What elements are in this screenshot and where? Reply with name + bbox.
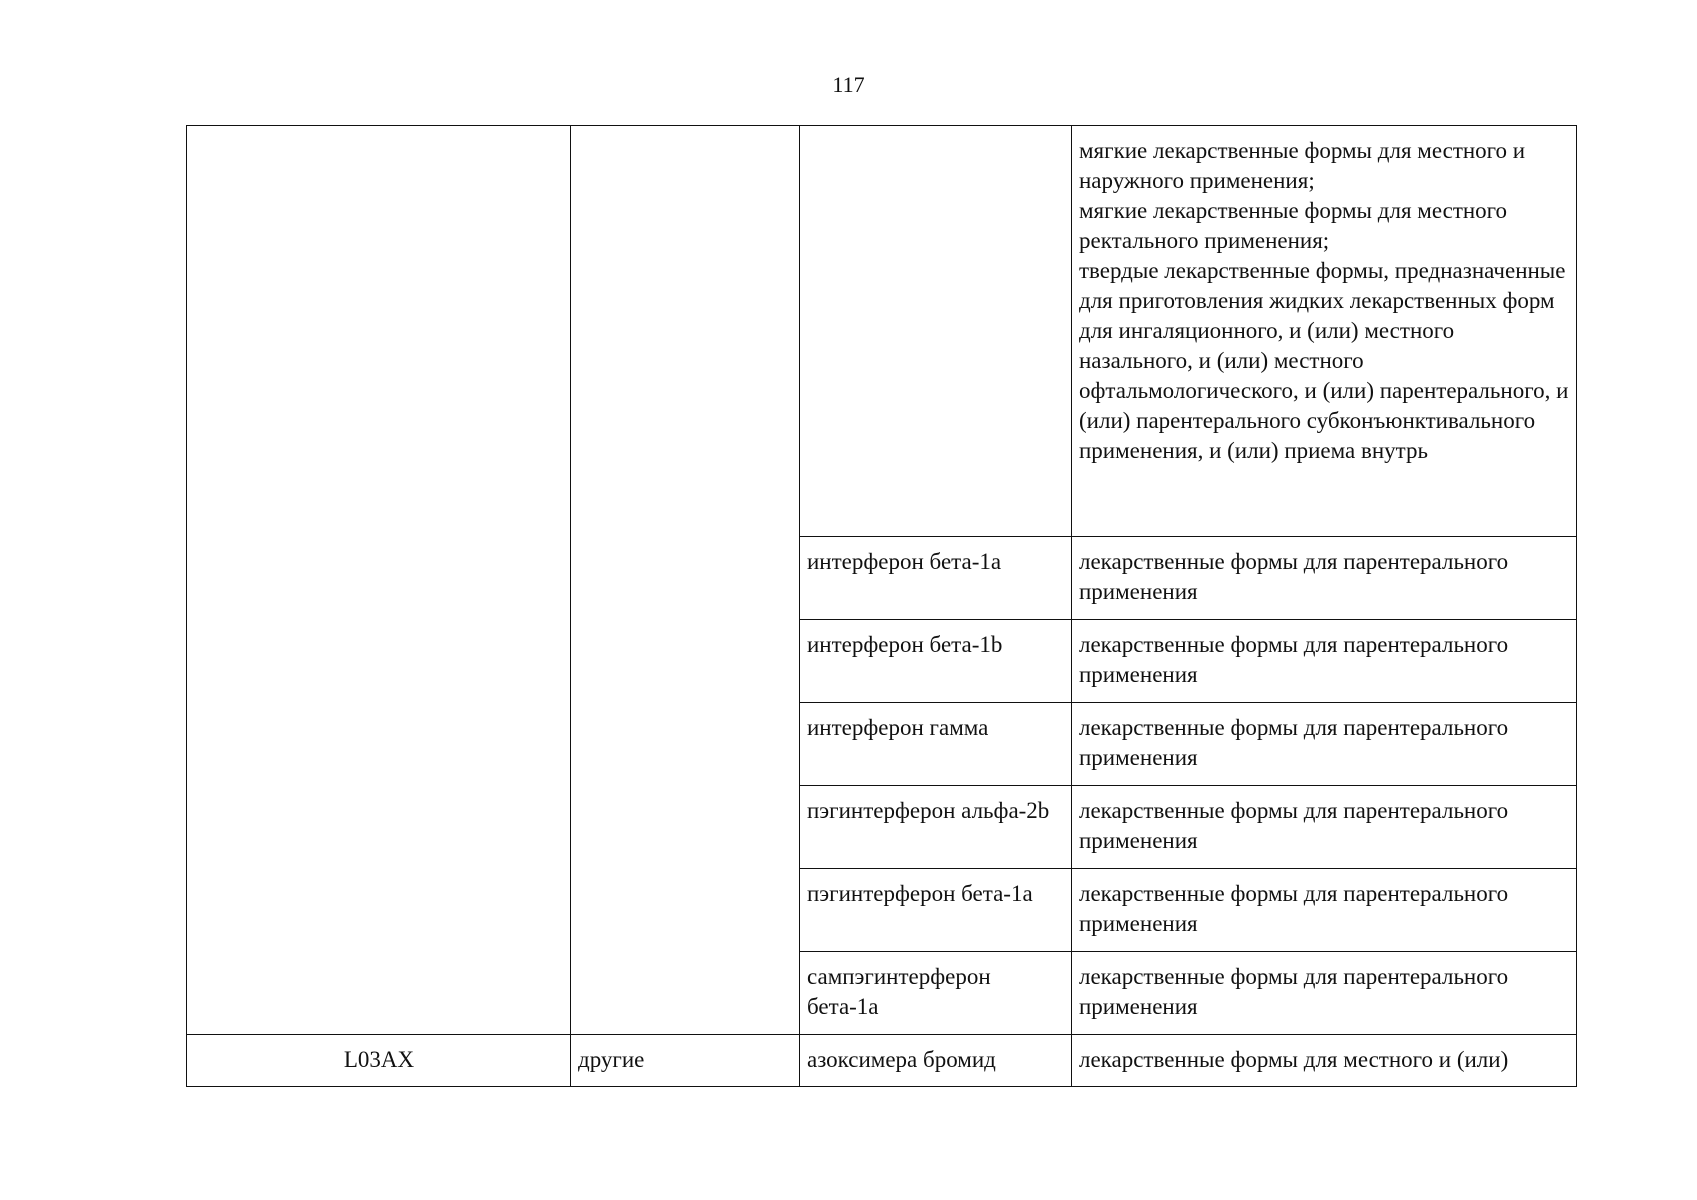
group-cell: другие: [571, 1035, 800, 1087]
drug-name-cell: интерферон бета-1b: [800, 620, 1072, 703]
drug-name-cell-empty: [800, 126, 1072, 537]
dosage-form-cell: мягкие лекарственные формы для местного и наружного применения; мягкие лекарственные формы для местного ректального применения; твердые лекарственные формы, предназначенные для приготовления жидких лекарственных форм для ингаляционного, и (или) местного назального, и (или) местного офтальмологического, и (или) парентерального, и (или) парентерального субконъюнктивального применения, и (или) приема внутрь: [1072, 126, 1577, 537]
drug-name-cell: интерферон гамма: [800, 703, 1072, 786]
drug-name-cell: пэгинтерферон альфа-2b: [800, 786, 1072, 869]
drug-name-cell: интерферон бета-1a: [800, 537, 1072, 620]
dosage-form-cell: лекарственные формы для парентерального применения: [1072, 869, 1577, 952]
group-cell-empty: [571, 126, 800, 1035]
dosage-form-cell: лекарственные формы для парентерального применения: [1072, 786, 1577, 869]
drug-name-cell: сампэгинтерферон бета-1a: [800, 952, 1072, 1035]
page-number: 117: [832, 72, 865, 97]
medication-table: [186, 125, 1577, 1087]
table-row: [187, 1035, 1577, 1087]
atc-code-cell-empty: [187, 126, 571, 1035]
table-row: [187, 126, 1577, 537]
dosage-form-cell: лекарственные формы для парентерального применения: [1072, 703, 1577, 786]
drug-name-cell: азоксимера бромид: [800, 1035, 1072, 1087]
dosage-form-cell: лекарственные формы для парентерального применения: [1072, 952, 1577, 1035]
dosage-form-cell: лекарственные формы для парентерального применения: [1072, 620, 1577, 703]
atc-code-cell: L03AX: [187, 1035, 571, 1087]
dosage-form-cell: лекарственные формы для парентерального применения: [1072, 537, 1577, 620]
drug-name-cell: пэгинтерферон бета-1a: [800, 869, 1072, 952]
dosage-form-cell: лекарственные формы для местного и (или): [1072, 1035, 1577, 1087]
